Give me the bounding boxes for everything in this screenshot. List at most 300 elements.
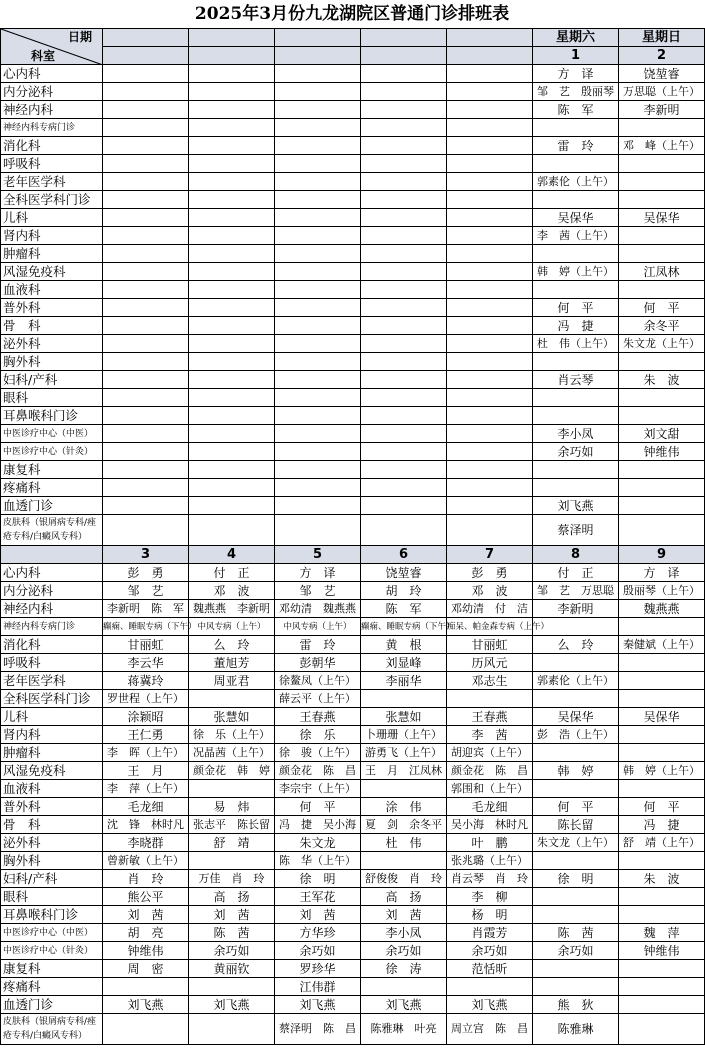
- date-header: 9: [619, 546, 705, 564]
- doctor-cell: 何 平: [275, 798, 361, 816]
- doctor-cell: [619, 479, 705, 497]
- doctor-cell: [619, 407, 705, 425]
- doctor-cell: 余冬平: [619, 317, 705, 335]
- doctor-cell: 徐 涛: [361, 960, 447, 978]
- doctor-cell: [361, 690, 447, 708]
- doctor-cell: [275, 245, 361, 263]
- doctor-cell: 肖 玲: [103, 870, 189, 888]
- department-name: 风湿免疫科: [1, 762, 103, 780]
- doctor-cell: 彭 勇: [103, 564, 189, 582]
- doctor-cell: 雷 玲: [533, 137, 619, 155]
- doctor-cell: [103, 281, 189, 299]
- doctor-cell: 朱文龙（上午）: [619, 335, 705, 353]
- doctor-cell: 刘飞燕: [275, 996, 361, 1014]
- doctor-cell: 王仁勇: [103, 726, 189, 744]
- doctor-cell: 李新明: [533, 600, 619, 618]
- doctor-cell: [533, 119, 619, 137]
- doctor-cell: [103, 353, 189, 371]
- doctor-cell: [275, 65, 361, 83]
- doctor-cell: 邓幼清 付 洁: [447, 600, 533, 618]
- doctor-cell: [619, 461, 705, 479]
- department-name: 泌外科: [1, 834, 103, 852]
- schedule-table: [0, 28, 705, 1045]
- doctor-cell: 邹 艺: [275, 582, 361, 600]
- schedule-row: [1, 65, 705, 83]
- doctor-cell: [275, 83, 361, 101]
- doctor-cell: 冯 捷: [533, 317, 619, 335]
- department-name: 皮肤科（银屑病专科/痤疮专科/白癜风专科）: [1, 515, 103, 546]
- doctor-cell: [447, 978, 533, 996]
- schedule-row: [1, 852, 705, 870]
- department-name: 消化科: [1, 636, 103, 654]
- doctor-cell: [447, 461, 533, 479]
- doctor-cell: [361, 425, 447, 443]
- doctor-cell: 杜 伟（上午）: [533, 335, 619, 353]
- doctor-cell: [619, 906, 705, 924]
- doctor-cell: [619, 281, 705, 299]
- doctor-cell: [189, 209, 275, 227]
- doctor-cell: 刘 茜: [103, 906, 189, 924]
- doctor-cell: 张志平 陈长留: [189, 816, 275, 834]
- date-row: [1, 546, 705, 564]
- doctor-cell: [103, 515, 189, 546]
- doctor-cell: 周 密: [103, 960, 189, 978]
- date-header-blank: [1, 546, 103, 564]
- doctor-cell: [619, 672, 705, 690]
- doctor-cell: 历风元: [447, 654, 533, 672]
- date-row: [1, 47, 705, 65]
- doctor-cell: 魏燕燕 李新明: [189, 600, 275, 618]
- doctor-cell: [533, 155, 619, 173]
- doctor-cell: 李云华: [103, 654, 189, 672]
- doctor-cell: [103, 299, 189, 317]
- weekday-header: 星期六: [533, 29, 619, 47]
- schedule-row: [1, 708, 705, 726]
- doctor-cell: 李宗宇（上午）: [275, 780, 361, 798]
- doctor-cell: 舒 靖: [189, 834, 275, 852]
- department-name: 内分泌科: [1, 582, 103, 600]
- doctor-cell: 徐 明: [533, 870, 619, 888]
- doctor-cell: [103, 65, 189, 83]
- doctor-cell: [361, 978, 447, 996]
- doctor-cell: [619, 191, 705, 209]
- schedule-row: [1, 942, 705, 960]
- doctor-cell: 涂颖昭: [103, 708, 189, 726]
- schedule-row: [1, 744, 705, 762]
- schedule-row: [1, 299, 705, 317]
- date-header: 2: [619, 47, 705, 65]
- doctor-cell: [189, 425, 275, 443]
- doctor-cell: [189, 227, 275, 245]
- doctor-cell: [447, 425, 533, 443]
- doctor-cell: [361, 353, 447, 371]
- doctor-cell: [533, 978, 619, 996]
- department-name: 肾内科: [1, 227, 103, 245]
- doctor-cell: 魏燕燕: [619, 600, 705, 618]
- doctor-cell: [275, 281, 361, 299]
- doctor-cell: [619, 852, 705, 870]
- doctor-cell: [189, 978, 275, 996]
- doctor-cell: [361, 443, 447, 461]
- doctor-cell: [447, 83, 533, 101]
- doctor-cell: 彭 勇: [447, 564, 533, 582]
- schedule-row: [1, 960, 705, 978]
- department-name: 风湿免疫科: [1, 263, 103, 281]
- doctor-cell: [533, 389, 619, 407]
- department-name: 疼痛科: [1, 978, 103, 996]
- doctor-cell: 胡迎宾（上午）: [447, 744, 533, 762]
- doctor-cell: [103, 83, 189, 101]
- schedule-row: [1, 690, 705, 708]
- doctor-cell: [619, 978, 705, 996]
- doctor-cell: 王春燕: [447, 708, 533, 726]
- doctor-cell: [189, 65, 275, 83]
- doctor-cell: 易 炜: [189, 798, 275, 816]
- doctor-cell: [619, 780, 705, 798]
- schedule-row: [1, 798, 705, 816]
- doctor-cell: [103, 371, 189, 389]
- doctor-cell: 王军花: [275, 888, 361, 906]
- doctor-cell: [533, 461, 619, 479]
- doctor-cell: 徐 明: [275, 870, 361, 888]
- doctor-cell: [533, 906, 619, 924]
- date-header: 4: [189, 546, 275, 564]
- doctor-cell: 夏 剑 余冬平: [361, 816, 447, 834]
- doctor-cell: 毛龙细: [447, 798, 533, 816]
- doctor-cell: 余巧如: [275, 942, 361, 960]
- doctor-cell: [361, 227, 447, 245]
- doctor-cell: [361, 299, 447, 317]
- doctor-cell: 肖云琴 肖 玲: [447, 870, 533, 888]
- doctor-cell: 李新明 陈 军: [103, 600, 189, 618]
- doctor-cell: 周立宫 陈 昌: [447, 1014, 533, 1045]
- doctor-cell: 毛龙细: [103, 798, 189, 816]
- schedule-row: [1, 618, 705, 636]
- doctor-cell: [619, 245, 705, 263]
- doctor-cell: [189, 317, 275, 335]
- doctor-cell: [189, 281, 275, 299]
- doctor-cell: [361, 83, 447, 101]
- doctor-cell: [619, 155, 705, 173]
- department-name: 胸外科: [1, 852, 103, 870]
- department-name: 中医诊疗中心（针灸）: [1, 942, 103, 960]
- department-name: 中医诊疗中心（中医）: [1, 425, 103, 443]
- date-header: 1: [533, 47, 619, 65]
- schedule-row: [1, 726, 705, 744]
- doctor-cell: [361, 245, 447, 263]
- doctor-cell: [447, 101, 533, 119]
- date-header: [103, 47, 189, 65]
- doctor-cell: 朱文龙（上午）: [533, 834, 619, 852]
- doctor-cell: [189, 1014, 275, 1045]
- doctor-cell: [533, 852, 619, 870]
- doctor-cell: [275, 479, 361, 497]
- doctor-cell: 蔡泽明: [533, 515, 619, 546]
- doctor-cell: [361, 65, 447, 83]
- doctor-cell: [619, 119, 705, 137]
- weekday-header: [103, 29, 189, 47]
- doctor-cell: 陈雅琳: [533, 1014, 619, 1045]
- doctor-cell: [447, 119, 533, 137]
- doctor-cell: [189, 461, 275, 479]
- doctor-cell: [533, 407, 619, 425]
- schedule-row: [1, 564, 705, 582]
- doctor-cell: [189, 479, 275, 497]
- doctor-cell: 蔡泽明 陈 昌: [275, 1014, 361, 1045]
- schedule-row: [1, 335, 705, 353]
- doctor-cell: 殷丽琴（上午）: [619, 582, 705, 600]
- doctor-cell: [103, 461, 189, 479]
- doctor-cell: 刘文甜: [619, 425, 705, 443]
- doctor-cell: [189, 83, 275, 101]
- doctor-cell: 曾新敏（上午）: [103, 852, 189, 870]
- doctor-cell: 况晶茜（上午）: [189, 744, 275, 762]
- doctor-cell: [533, 245, 619, 263]
- department-name: 骨 科: [1, 816, 103, 834]
- doctor-cell: [275, 461, 361, 479]
- schedule-row: [1, 371, 705, 389]
- doctor-cell: [189, 299, 275, 317]
- schedule-row: [1, 263, 705, 281]
- department-name: 肿瘤科: [1, 744, 103, 762]
- doctor-cell: 邓 波: [189, 582, 275, 600]
- doctor-cell: [447, 389, 533, 407]
- date-dept-corner: [1, 29, 103, 65]
- doctor-cell: 游勇飞（上午）: [361, 744, 447, 762]
- date-header: 8: [533, 546, 619, 564]
- doctor-cell: [447, 497, 533, 515]
- doctor-cell: [447, 515, 533, 546]
- doctor-cell: 徐 乐: [275, 726, 361, 744]
- doctor-cell: 李 晖（上午）: [103, 744, 189, 762]
- doctor-cell: [103, 209, 189, 227]
- schedule-row: [1, 924, 705, 942]
- doctor-cell: [189, 407, 275, 425]
- doctor-cell: [189, 155, 275, 173]
- doctor-cell: [619, 389, 705, 407]
- schedule-row: [1, 281, 705, 299]
- doctor-cell: 何 平: [619, 299, 705, 317]
- doctor-cell: [361, 119, 447, 137]
- doctor-cell: 钟维伟: [103, 942, 189, 960]
- department-name: 呼吸科: [1, 155, 103, 173]
- doctor-cell: [361, 191, 447, 209]
- doctor-cell: [361, 461, 447, 479]
- doctor-cell: [619, 726, 705, 744]
- doctor-cell: [619, 690, 705, 708]
- doctor-cell: 薛云平（上午）: [275, 690, 361, 708]
- doctor-cell: [361, 173, 447, 191]
- date-header: 7: [447, 546, 533, 564]
- doctor-cell: 陈 华（上午）: [275, 852, 361, 870]
- doctor-cell: 吴保华: [619, 708, 705, 726]
- doctor-cell: 刘 茜: [275, 906, 361, 924]
- doctor-cell: 董旭芳: [189, 654, 275, 672]
- doctor-cell: 冯 捷: [619, 816, 705, 834]
- doctor-cell: 郭素伦（上午）: [533, 672, 619, 690]
- doctor-cell: [619, 173, 705, 191]
- doctor-cell: 中风专病（上午）: [189, 618, 275, 636]
- doctor-cell: [533, 654, 619, 672]
- doctor-cell: [447, 690, 533, 708]
- department-name: 全科医学科门诊: [1, 191, 103, 209]
- schedule-row: [1, 600, 705, 618]
- department-name: 耳鼻喉科门诊: [1, 906, 103, 924]
- schedule-row: [1, 654, 705, 672]
- doctor-cell: [619, 497, 705, 515]
- doctor-cell: [189, 173, 275, 191]
- department-name: 普外科: [1, 299, 103, 317]
- doctor-cell: 李 茜: [447, 726, 533, 744]
- date-header: 3: [103, 546, 189, 564]
- doctor-cell: [103, 497, 189, 515]
- doctor-cell: [103, 317, 189, 335]
- doctor-cell: 方 译: [275, 564, 361, 582]
- doctor-cell: [189, 263, 275, 281]
- schedule-row: [1, 389, 705, 407]
- doctor-cell: 么 玲: [533, 636, 619, 654]
- department-name: 血透门诊: [1, 996, 103, 1014]
- doctor-cell: 陈 茜: [189, 924, 275, 942]
- department-name: 肾内科: [1, 726, 103, 744]
- doctor-cell: 朱 波: [619, 870, 705, 888]
- page-title: 2025年3月份九龙湖院区普通门诊排班表: [194, 4, 510, 24]
- doctor-cell: 李小凤: [533, 425, 619, 443]
- doctor-cell: [361, 515, 447, 546]
- doctor-cell: 余巧如: [533, 443, 619, 461]
- doctor-cell: 高 扬: [361, 888, 447, 906]
- doctor-cell: [189, 389, 275, 407]
- doctor-cell: 熊 狄: [533, 996, 619, 1014]
- doctor-cell: 何 平: [533, 798, 619, 816]
- department-name: 神经内科: [1, 101, 103, 119]
- department-name: 儿科: [1, 209, 103, 227]
- doctor-cell: 叶 鹏: [447, 834, 533, 852]
- doctor-cell: [447, 335, 533, 353]
- doctor-cell: [189, 191, 275, 209]
- doctor-cell: 朱文龙: [275, 834, 361, 852]
- doctor-cell: [361, 317, 447, 335]
- department-name: 心内科: [1, 65, 103, 83]
- doctor-cell: 周亚君: [189, 672, 275, 690]
- doctor-cell: [447, 479, 533, 497]
- doctor-cell: 彭朝华: [275, 654, 361, 672]
- doctor-cell: [361, 281, 447, 299]
- department-name: 内分泌科: [1, 83, 103, 101]
- doctor-cell: [619, 996, 705, 1014]
- schedule-row: [1, 1014, 705, 1045]
- doctor-cell: [447, 443, 533, 461]
- doctor-cell: 秦健斌（上午）: [619, 636, 705, 654]
- doctor-cell: [275, 497, 361, 515]
- schedule-row: [1, 407, 705, 425]
- doctor-cell: [361, 155, 447, 173]
- doctor-cell: [275, 353, 361, 371]
- doctor-cell: [619, 960, 705, 978]
- doctor-cell: 王春燕: [275, 708, 361, 726]
- schedule-row: [1, 582, 705, 600]
- department-name: 中医诊疗中心（针灸）: [1, 443, 103, 461]
- schedule-row: [1, 834, 705, 852]
- doctor-cell: 吴保华: [533, 708, 619, 726]
- doctor-cell: [361, 263, 447, 281]
- doctor-cell: 冯 捷 吴小海: [275, 816, 361, 834]
- schedule-row: [1, 762, 705, 780]
- doctor-cell: 方华珍: [275, 924, 361, 942]
- doctor-cell: 何 平: [619, 798, 705, 816]
- schedule-row: [1, 816, 705, 834]
- doctor-cell: [275, 227, 361, 245]
- schedule-row: [1, 672, 705, 690]
- department-name: 老年医学科: [1, 173, 103, 191]
- doctor-cell: [189, 119, 275, 137]
- doctor-cell: 江凤林: [619, 263, 705, 281]
- doctor-cell: [447, 353, 533, 371]
- doctor-cell: 李新明: [619, 101, 705, 119]
- doctor-cell: 饶堃睿: [361, 564, 447, 582]
- schedule-row: [1, 870, 705, 888]
- doctor-cell: [447, 173, 533, 191]
- department-name: 全科医学科门诊: [1, 690, 103, 708]
- doctor-cell: 江伟群: [275, 978, 361, 996]
- doctor-cell: 么 玲: [189, 636, 275, 654]
- doctor-cell: 邹 艺 殷丽琴: [533, 83, 619, 101]
- doctor-cell: [447, 155, 533, 173]
- doctor-cell: 颜金花 韩 婷: [189, 762, 275, 780]
- doctor-cell: 肖霞芳: [447, 924, 533, 942]
- date-header: 6: [361, 546, 447, 564]
- doctor-cell: [189, 515, 275, 546]
- schedule-row: [1, 191, 705, 209]
- doctor-cell: 韩 婷: [533, 762, 619, 780]
- doctor-cell: 邓志生: [447, 672, 533, 690]
- doctor-cell: [361, 389, 447, 407]
- doctor-cell: [533, 960, 619, 978]
- doctor-cell: 陈雅琳 叶亮: [361, 1014, 447, 1045]
- department-name: 康复科: [1, 461, 103, 479]
- doctor-cell: [103, 101, 189, 119]
- doctor-cell: 万思聪（上午）: [619, 83, 705, 101]
- doctor-cell: 陈 军: [361, 600, 447, 618]
- corner-date-label: 日期: [67, 30, 92, 44]
- department-name: 中医诊疗中心（中医）: [1, 924, 103, 942]
- department-name: 眼科: [1, 888, 103, 906]
- doctor-cell: 王 月 江凤林: [361, 762, 447, 780]
- doctor-cell: [189, 371, 275, 389]
- doctor-cell: 邹 艺: [103, 582, 189, 600]
- doctor-cell: 邹 艺 万思聪: [533, 582, 619, 600]
- doctor-cell: 邓 波: [447, 582, 533, 600]
- doctor-cell: [275, 389, 361, 407]
- doctor-cell: [103, 245, 189, 263]
- doctor-cell: 余巧如: [361, 942, 447, 960]
- doctor-cell: 李丽华: [361, 672, 447, 690]
- doctor-cell: 余巧如: [189, 942, 275, 960]
- doctor-cell: [447, 137, 533, 155]
- doctor-cell: [361, 335, 447, 353]
- doctor-cell: 邓幼清 魏燕燕: [275, 600, 361, 618]
- department-name: 妇科/产科: [1, 870, 103, 888]
- doctor-cell: [361, 209, 447, 227]
- doctor-cell: [103, 443, 189, 461]
- doctor-cell: [533, 479, 619, 497]
- doctor-cell: [275, 263, 361, 281]
- weekday-header: [447, 29, 533, 47]
- doctor-cell: 饶堃睿: [619, 65, 705, 83]
- doctor-cell: 雷 玲: [275, 636, 361, 654]
- doctor-cell: [361, 852, 447, 870]
- doctor-cell: 杜 伟: [361, 834, 447, 852]
